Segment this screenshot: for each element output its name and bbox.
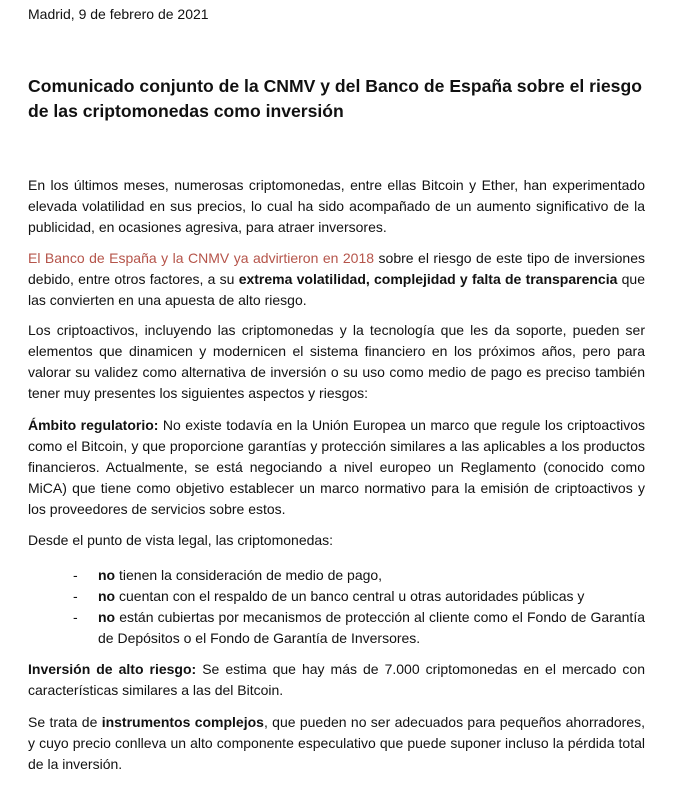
paragraph-regulatory-scope [28, 415, 645, 520]
paragraph-complex-instruments [28, 712, 645, 775]
high-risk-text: Se estima que hay más de 7.000 criptomonedas en el mercado con características similares a las del Bitcoin. [28, 661, 645, 698]
paragraph-high-risk [28, 659, 645, 701]
previous-warning-text-a: sobre el riesgo de este tipo de inversiones debido, entre otros factores, a su [28, 250, 645, 287]
list-item [28, 607, 645, 649]
list-dash: - [73, 609, 78, 625]
list-item [28, 565, 645, 586]
previous-warning-link[interactable]: El Banco de España y la CNMV ya advirtieron en 2018 [28, 250, 375, 266]
regulatory-scope-text: No existe todavía en la Unión Europea un marco que regule los criptoactivos como el Bitcoin, y que proporcione garantías y protección similares a las aplicables a los productos financieros. Actualmente, se está negociando a nivel europeo un Reglamento (conocido como MiCA) que tiene como objetivo establecer un marco normativo para la emisión de criptoactivos y los proveedores de servicios sobre estos. [28, 417, 645, 517]
list-item-bold: no [98, 588, 116, 604]
list-item-bold: no [98, 609, 116, 625]
regulatory-scope-heading: Ámbito regulatorio: [28, 417, 159, 433]
list-item-text: tienen la consideración de medio de pago, [115, 567, 383, 583]
list-dash: - [73, 588, 78, 604]
document-date: Madrid, 9 de febrero de 2021 [28, 6, 209, 22]
complex-instruments-text-a: Se trata de [28, 714, 102, 730]
complex-instruments-bold: instrumentos complejos [101, 714, 264, 730]
paragraph-cryptoassets: Los criptoactivos, incluyendo las criptomonedas y la tecnología que les da soporte, pueden ser elementos que dinamicen y modernicen el sistema financiero en los próximos años, pero para valorar su validez como alternativa de inversión o su uso como medio de pago es preciso también tener muy presentes los siguientes aspectos y riesgos: [28, 322, 645, 401]
previous-warning-bold: extrema volatilidad, complejidad y falta de transparencia [238, 271, 618, 287]
list-item-bold: no [98, 567, 116, 583]
complex-instruments-text-b: , que pueden no ser adecuados para pequeños ahorradores, y cuyo precio conlleva un alto componente especulativo que puede suponer incluso la pérdida total de la inversión. [28, 714, 645, 772]
paragraph-previous-warning [28, 248, 645, 311]
list-dash: - [73, 567, 78, 583]
high-risk-heading: Inversión de alto riesgo: [28, 661, 197, 677]
previous-warning-text-b: que las convierten en una apuesta de alto riesgo. [28, 271, 645, 308]
paragraph-intro: En los últimos meses, numerosas criptomonedas, entre ellas Bitcoin y Ether, han experimentado elevada volatilidad en sus precios, lo cual ha sido acompañado de un aumento significativo de la publicidad, en ocasiones agresiva, para atraer inversores. [28, 177, 645, 235]
list-item-text: están cubiertas por mecanismos de protección al cliente como el Fondo de Garantía de Depósitos o el Fondo de Garantía de Inversores. [98, 609, 645, 646]
legal-status-list [28, 565, 645, 649]
list-item [28, 586, 645, 607]
paragraph-legal-view: Desde el punto de vista legal, las criptomonedas: [28, 532, 334, 548]
document-title: Comunicado conjunto de la CNMV y del Banco de España sobre el riesgo de las criptomonedas como inversión [28, 76, 642, 121]
list-item-text: cuentan con el respaldo de un banco central u otras autoridades públicas y [115, 588, 585, 604]
